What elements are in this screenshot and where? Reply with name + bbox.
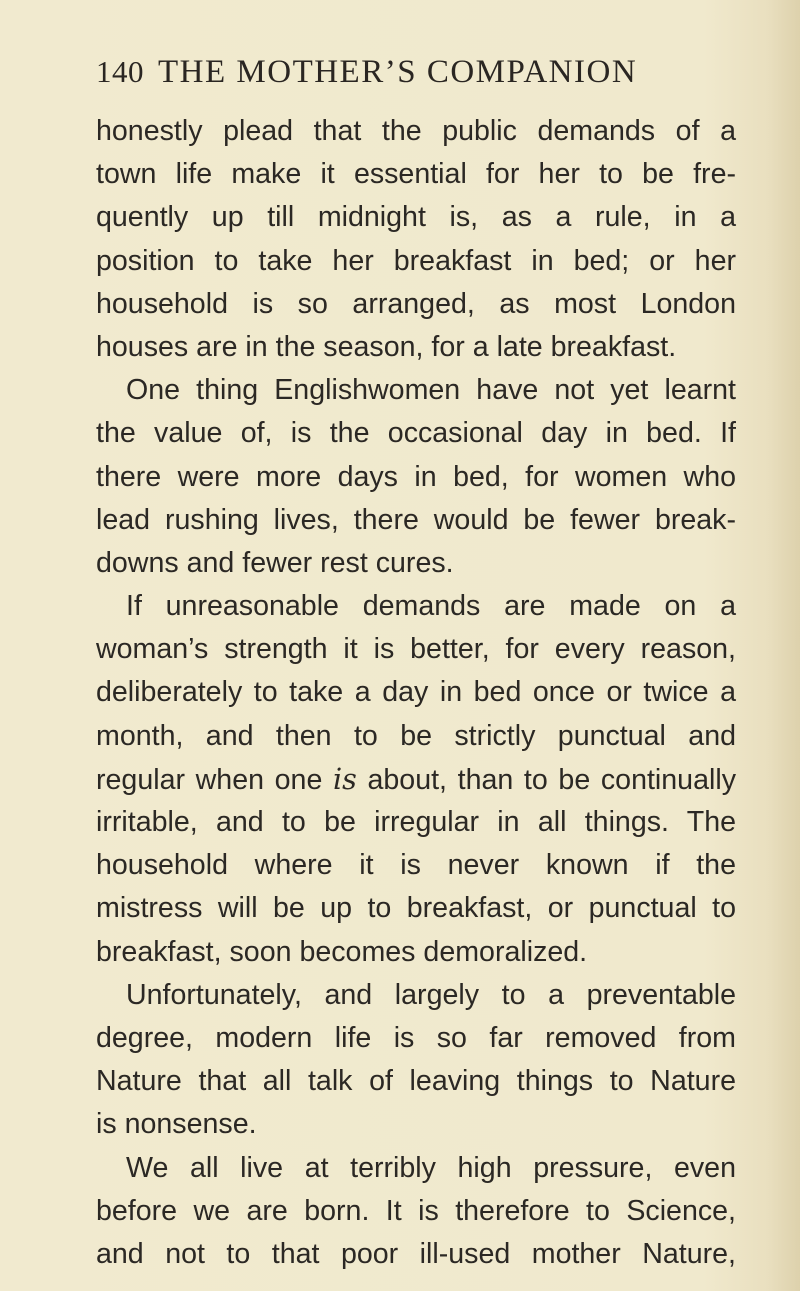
running-header [96, 54, 696, 98]
text-line: Unfortunately, and largely to a preventable [126, 978, 736, 1011]
text-line: household where it is never known if the [96, 849, 736, 882]
text-line: If unreasonable demands are made on a [126, 590, 736, 623]
text-line: household is so arranged, as most London [96, 287, 736, 320]
text-line: month, and then to be strictly punctual and [96, 719, 736, 752]
text-line: One thing Englishwomen have not yet learnt [126, 374, 736, 407]
text-line: Nature that all talk of leaving things to Nature [96, 1065, 736, 1098]
body-text [96, 110, 736, 1276]
text-line: the value of, is the occasional day in bed. If [96, 417, 736, 450]
text-line: woman’s strength it is better, for every reason, [96, 633, 736, 666]
text-line: downs and fewer rest cures. [96, 546, 454, 579]
text-line: before we are born. It is therefore to Science, [96, 1194, 736, 1227]
text-line: there were more days in bed, for women who [96, 460, 736, 493]
text-segment: about, than to be continually [356, 763, 736, 796]
text-line: deliberately to take a day in bed once or twice a [96, 676, 736, 709]
text-line: breakfast, soon becomes demoralized. [96, 935, 588, 968]
text-segment: regular when one [96, 763, 334, 796]
text-line: town life make it essential for her to be fre- [96, 158, 736, 191]
running-title: THE MOTHER’S COMPANION [158, 54, 638, 90]
text-line: position to take her breakfast in bed; or her [96, 244, 736, 277]
text-line: degree, modern life is so far removed from [96, 1021, 736, 1054]
text-line: honestly plead that the public demands of a [96, 115, 736, 147]
text-line: mistress will be up to breakfast, or punctual to [96, 892, 736, 925]
text-line: houses are in the season, for a late breakfast. [96, 330, 677, 363]
text-line: is nonsense. [96, 1108, 257, 1141]
text-line: We all live at terribly high pressure, even [126, 1151, 736, 1184]
text-line: and not to that poor ill-used mother Nature, [96, 1237, 736, 1270]
page-number: 140 [96, 54, 144, 89]
text-line: quently up till midnight is, as a rule, in a [96, 201, 736, 234]
text-line [96, 758, 736, 801]
text-line: irritable, and to be irregular in all things. The [96, 806, 736, 838]
emphasis-word: is [333, 761, 357, 796]
text-line: lead rushing lives, there would be fewer break- [96, 503, 736, 536]
